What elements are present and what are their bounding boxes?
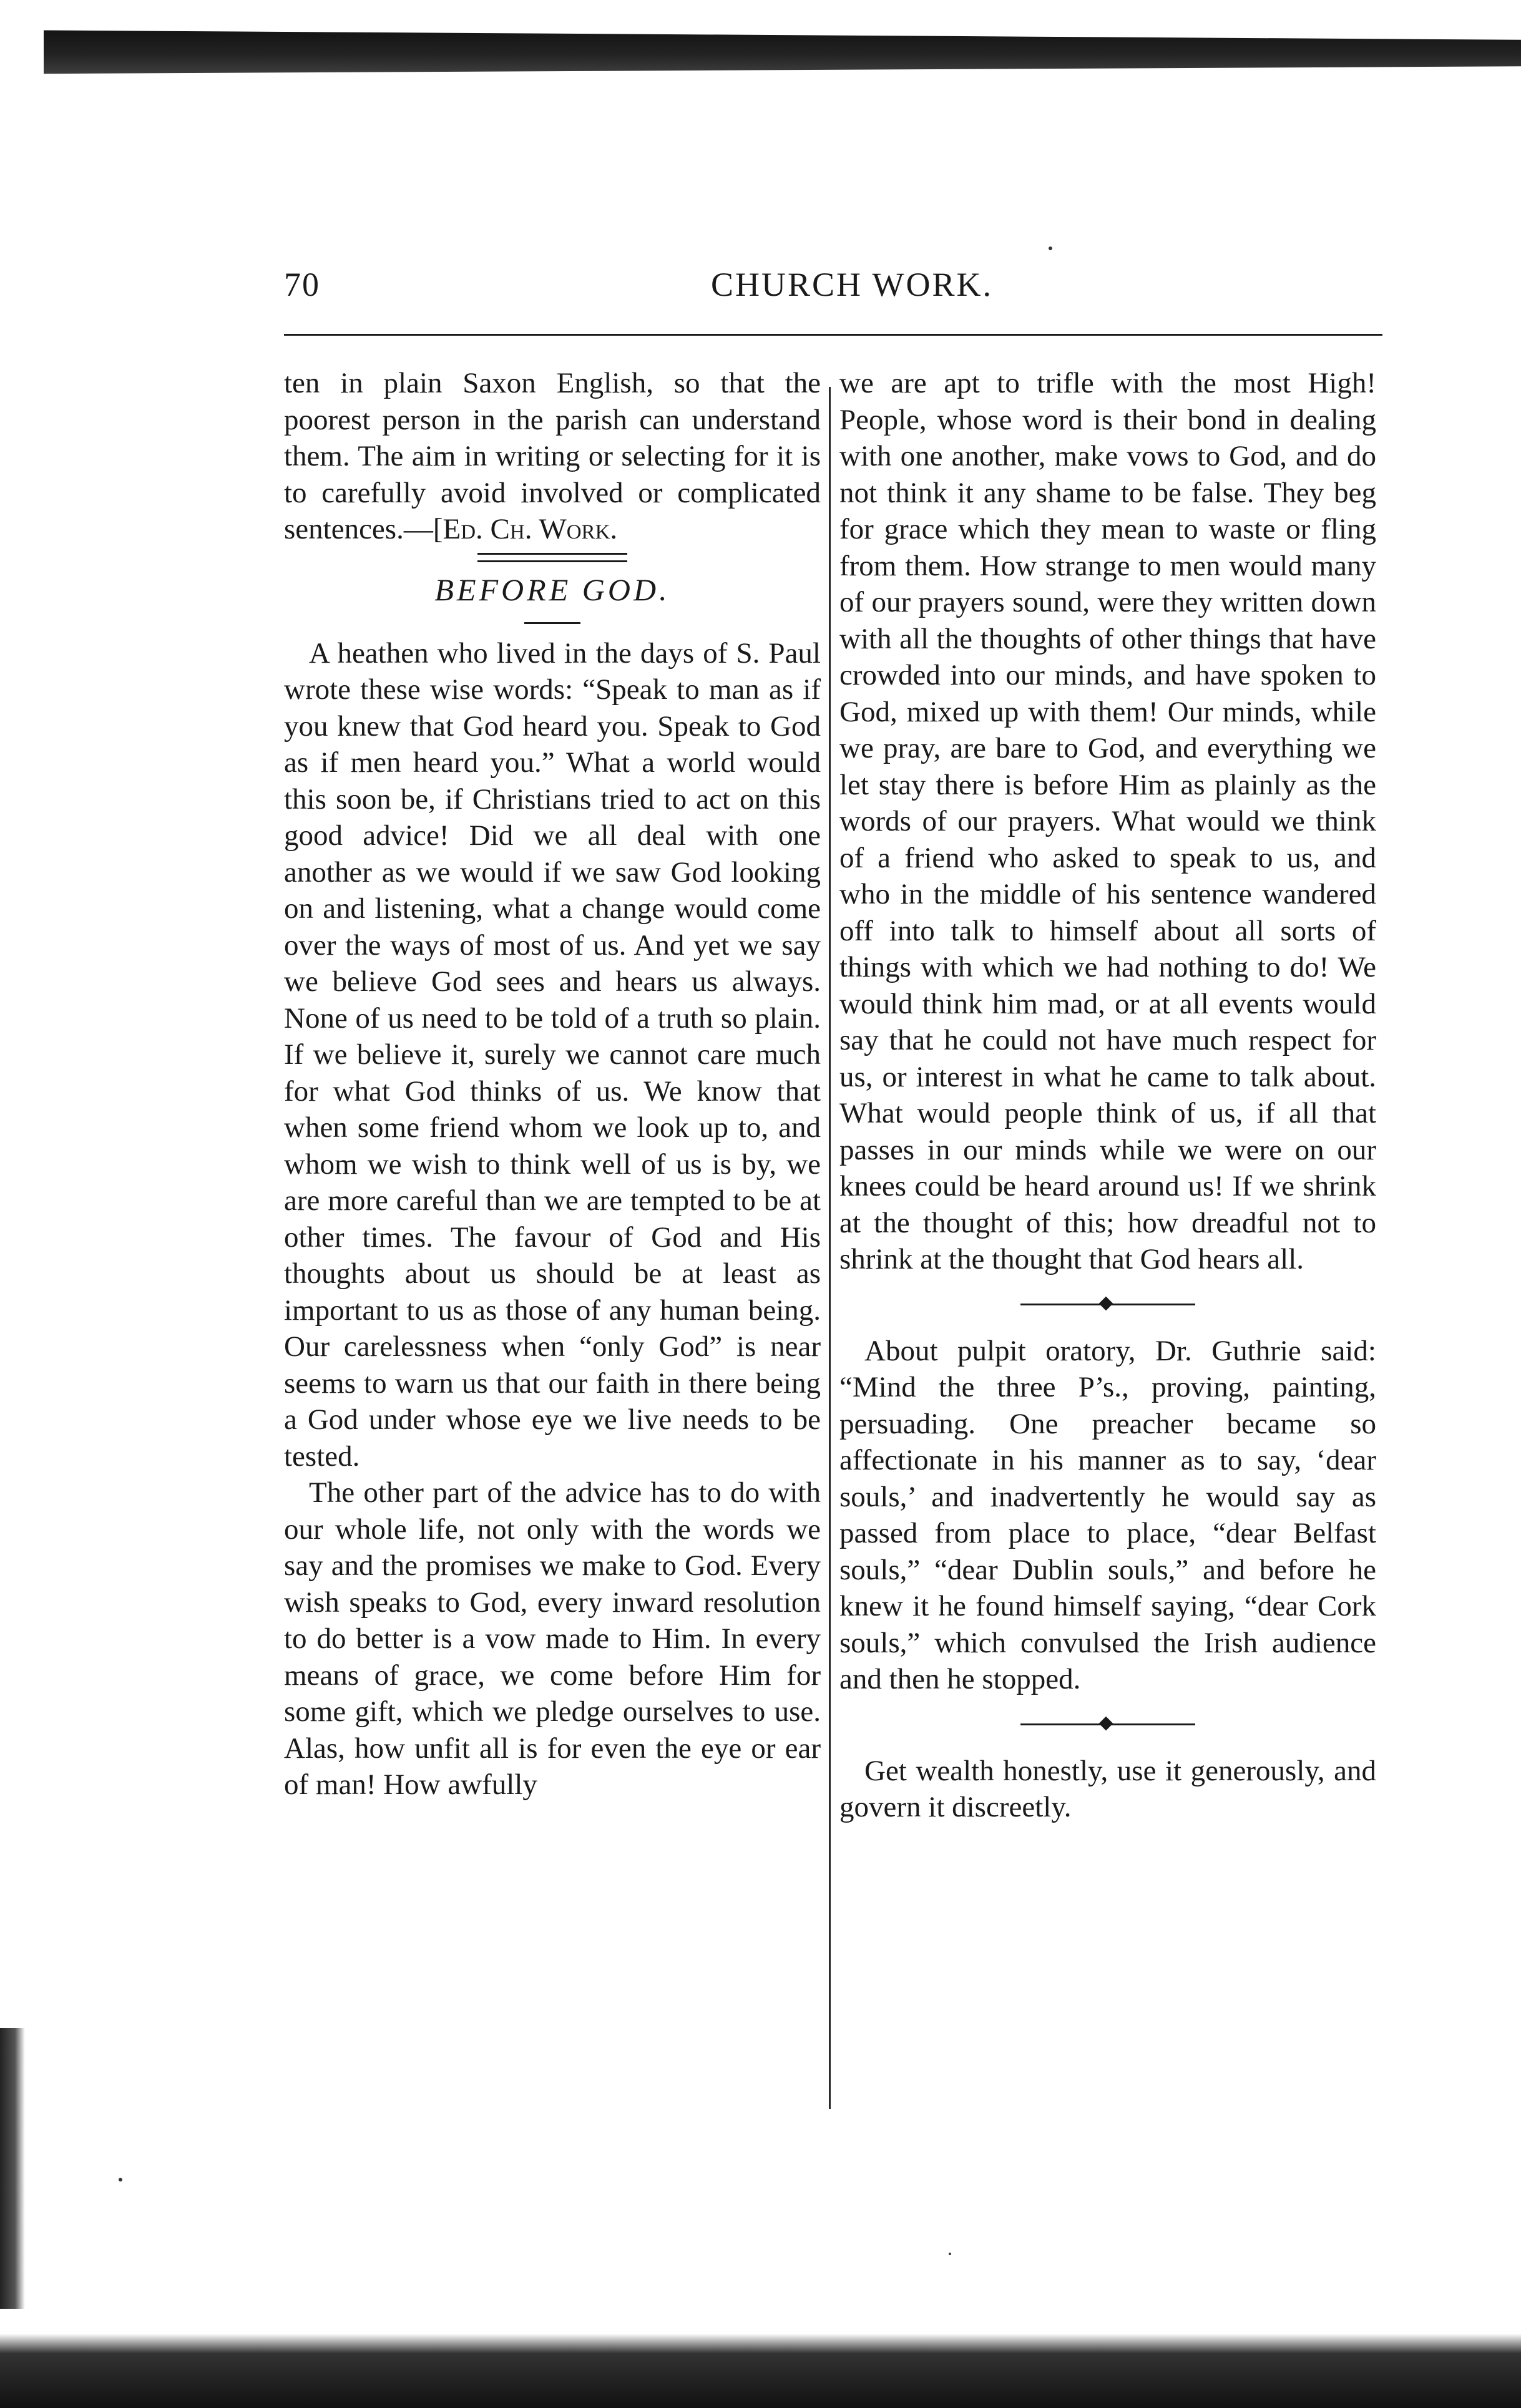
double-rule-divider: [477, 553, 627, 562]
scan-border-bottom: [0, 2309, 1521, 2408]
ornament-divider: [1020, 1292, 1195, 1317]
column-divider: [829, 387, 831, 2109]
maxim-paragraph: Get wealth honestly, use it generously, and govern it discreetly.: [839, 1754, 1376, 1823]
intro-paragraph: [284, 365, 821, 548]
page-header: [284, 265, 1382, 309]
ink-speck: [949, 2253, 951, 2255]
page-number: 70: [284, 266, 320, 303]
diamond-icon: [1099, 1296, 1113, 1310]
ornament-divider: [1020, 1712, 1195, 1737]
ink-speck: [119, 2178, 122, 2181]
short-rule-divider: [524, 622, 580, 624]
header-rule: [284, 334, 1382, 336]
body-paragraph: we are apt to trifle with the most High! People, whose word is their bond in dealing with one another, make vows to God, and do not think it any shame to be false. They beg for grace which they mean to waste or fling from them. How strange to men would many of our prayers sound, were they written down with all the thoughts of other things that have crowded into our minds, and have spoken to God, mixed up with them! Our minds, while we pray, are bare to God, and everything we let stay there is before Him as plainly as the words of our prayers. What would we think of a friend who asked to speak to us, and who in the middle of his sentence wandered off into talk to himself about all sorts of things with which we had nothing to do! We would think him mad, or at all events would say that he could not have much respect for us, or interest in what he came to talk about. What would people think of us, if all that passes in our minds while we were on our knees could be heard around us! If we shrink at the thought of this; how dreadful not to shrink at the thought that God hears all.: [839, 367, 1376, 1275]
anecdote-paragraph: About pulpit oratory, Dr. Guthrie said: “Mind the three P’s., proving, painting, persuading. One preacher became so affectionate in his manner as to say, ‘dear souls,’ and inadvertently he would say as passed from place to place, “dear Belfast souls,” “dear Dublin souls,” and before he knew it he found himself saying, “dear Cork souls,” which convulsed the Irish audience and then he stopped.: [839, 1334, 1376, 1695]
left-column: [284, 365, 821, 1803]
body-paragraph: The other part of the advice has to do with our whole life, not only with the words we say and the promises we make to God. Every wish speaks to God, every inward resolution to do better is a vow made to Him. In every means of grace, we come before Him for some gift, which we pledge ourselves to use. Alas, how unfit all is for even the eye or ear of man! How awfully: [284, 1476, 821, 1801]
editor-signature: [Ed. Ch. Work.: [433, 513, 618, 545]
scan-border-top: [44, 25, 1521, 78]
diamond-icon: [1099, 1716, 1113, 1730]
intro-text: ten in plain Saxon English, so that the poorest person in the parish can understand them. The aim in writing or selecting for it is to carefully avoid involved or complicated sentences.—: [284, 367, 821, 545]
running-title: CHURCH WORK.: [710, 266, 994, 303]
body-paragraph: A heathen who lived in the days of S. Paul wrote these wise words: “Speak to man as if you knew that God heard you. Speak to God as if men heard you.” What a world would this soon be, if Christians tried to act on this good advice! Did we all deal with one another as we would if we saw God looking on and listening, what a change would come over the ways of most of us. And yet we say we believe God sees and hears us always. None of us need to be told of a truth so plain. If we believe it, surely we cannot care much for what God thinks of us. We know that when some friend whom we look up to, and whom we wish to think well of us is by, we are more careful than we are tempted to be at other times. The favour of God and His thoughts about us should be at least as important to us as those of any human being. Our carelessness when “only God” is near seems to warn us that our faith in there being a God under whose eye we live needs to be tested.: [284, 636, 821, 1473]
ink-speck: [1049, 246, 1052, 250]
section-heading: BEFORE GOD.: [434, 572, 670, 607]
right-column: [839, 365, 1376, 1826]
